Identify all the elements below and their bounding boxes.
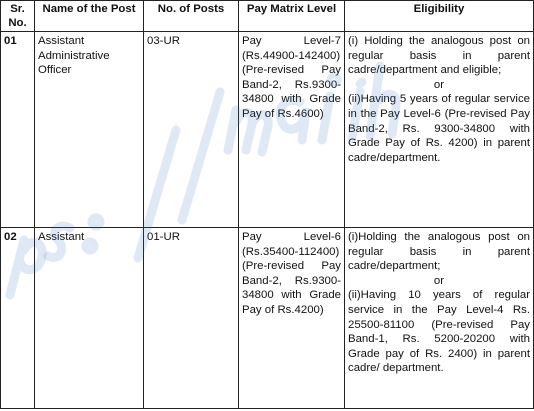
header-pay-matrix-level: Pay Matrix Level: [239, 1, 345, 32]
row-no-of-posts: 01-UR: [144, 228, 239, 409]
row-sr-no: 01: [1, 32, 35, 228]
eligibility-clause-1: (i)Holding the analogous post on regular basis in parent cadre/department;: [348, 231, 530, 273]
row-post-name: Assistant Administrative Officer: [35, 32, 144, 228]
row-sr-no: 02: [1, 228, 35, 409]
table-header-row: [1, 1, 534, 32]
eligibility-or: or: [433, 78, 445, 91]
eligibility-clause-1: (i) Holding the analogous post on regular basis in parent cadre/department and eligible;: [348, 35, 530, 77]
table-row: [1, 32, 534, 228]
table-row: [1, 228, 534, 409]
row-eligibility: [345, 228, 534, 409]
row-no-of-posts: 03-UR: [144, 32, 239, 228]
header-name-of-post: Name of the Post: [35, 1, 144, 32]
eligibility-clause-2: (ii)Having 10 years of regular service in the Pay Level-4 Rs. 25500-81100 (Pre-revised Pay Band-1, Rs. 5200-20200 with Grade pay of Rs. 2400) in parent cadre/ department.: [348, 289, 530, 375]
eligibility-or: or: [433, 274, 445, 287]
header-sr-no: Sr. No.: [1, 1, 35, 32]
eligibility-clause-2: (ii)Having 5 years of regular service in the Pay Level-6 (Pre-revised Pay Band-2, Rs. 9300-34800 with Grade Pay of Rs. 4200) in parent cadre/department.: [348, 93, 530, 164]
row-pay-matrix-level: Pay Level-7 (Rs.44900-142400) (Pre-revised Pay Band-2, Rs.9300-34800 with Grade Pay of Rs.4600): [239, 32, 345, 228]
row-pay-matrix-level: Pay Level-6 (Rs.35400-112400) (Pre-revised Pay Band-2, Rs.9300-34800 with Grade Pay of Rs.4200): [239, 228, 345, 409]
row-post-name: Assistant: [35, 228, 144, 409]
header-eligibility: Eligibility: [345, 1, 534, 32]
header-no-of-posts: No. of Posts: [144, 1, 239, 32]
row-eligibility: [345, 32, 534, 228]
